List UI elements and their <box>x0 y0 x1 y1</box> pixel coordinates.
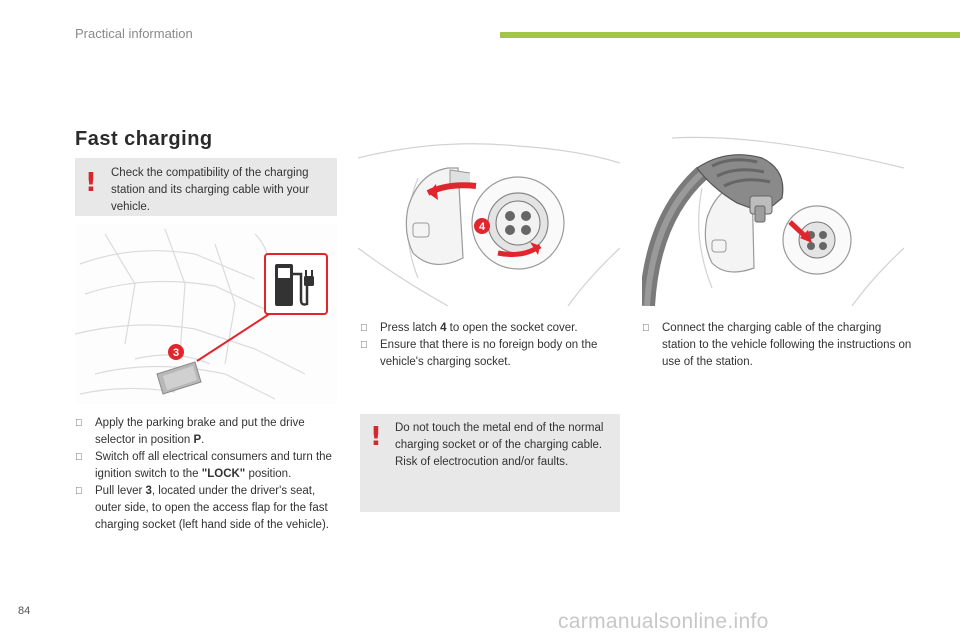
section-title: Fast charging <box>75 128 213 150</box>
socket-cover-illustration <box>358 128 620 306</box>
warning-icon: ! <box>370 422 382 452</box>
connector-steps-list <box>642 320 912 371</box>
header-title: Practical information <box>75 26 193 41</box>
connector-illustration <box>642 128 904 306</box>
list-item: Connect the charging cable of the charging station to the vehicle following the instructions on use of the station. <box>642 320 912 371</box>
socket-steps-list <box>360 320 625 371</box>
fuel-pump-plug-icon <box>265 254 327 314</box>
checkbox-bullet-icon <box>360 320 368 337</box>
checkbox-bullet-icon <box>75 415 83 432</box>
preparation-steps-list <box>75 415 340 534</box>
warning-icon: ! <box>85 168 97 198</box>
list-item: Ensure that there is no foreign body on the vehicle's charging socket. <box>360 337 625 371</box>
compatibility-warning-box <box>75 158 337 216</box>
electrocution-warning-text: Do not touch the metal end of the normal charging socket or of the charging cable. <box>395 422 604 451</box>
page-number: 84 <box>18 605 31 617</box>
checkbox-bullet-icon <box>75 483 83 500</box>
list-item: Apply the parking brake and put the drive selector in position P. <box>75 415 340 449</box>
electrocution-warning-box <box>360 414 620 512</box>
callout-4-label: 4 <box>478 221 486 233</box>
electrocution-warning-risk: Risk of electrocution and/or faults. <box>395 456 569 468</box>
seat-lever-illustration <box>75 224 337 404</box>
checkbox-bullet-icon <box>360 337 368 354</box>
compatibility-warning-text: Check the compatibility of the charging station and its charging cable with your vehicle. <box>111 167 310 213</box>
list-item: Press latch 4 to open the socket cover. <box>360 320 625 337</box>
list-item: Pull lever 3, located under the driver's seat, outer side, to open the access flap for the fast charging socket (left hand side of the vehicle). <box>75 483 340 534</box>
header-accent-bar <box>500 32 960 38</box>
list-item: Switch off all electrical consumers and turn the ignition switch to the "LOCK" position. <box>75 449 340 483</box>
checkbox-bullet-icon <box>75 449 83 466</box>
watermark: carmanualsonline.info <box>558 610 769 633</box>
callout-3-label: 3 <box>172 347 180 359</box>
checkbox-bullet-icon <box>642 320 650 337</box>
